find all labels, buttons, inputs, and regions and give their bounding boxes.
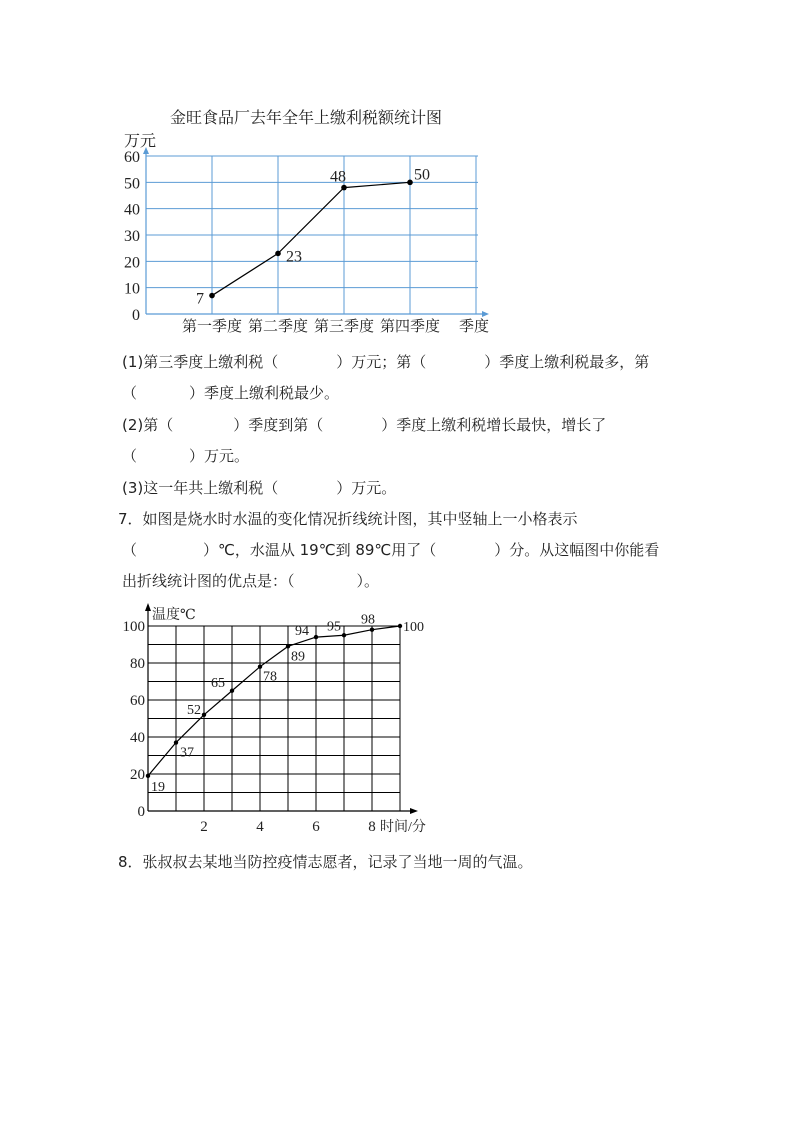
chart1-data-label: 23 — [286, 248, 302, 266]
chart1-ytick-label: 30 — [124, 228, 140, 245]
chart1-ylabel: 万元 — [124, 133, 157, 150]
chart2-svg — [0, 595, 794, 845]
chart1-data-point — [341, 185, 347, 191]
question-1-line-2 — [122, 383, 339, 403]
chart2-data-label: 52 — [187, 702, 201, 718]
q1-text-d: （ — [122, 384, 138, 402]
q7-text-b: （ — [122, 541, 138, 559]
chart1-category-label: 第一季度 — [181, 319, 243, 335]
q2-text-e: ）万元。 — [189, 447, 250, 465]
chart1-title: 金旺食品厂去年全年上缴利税额统计图 — [170, 108, 443, 127]
q1-text-b: ）万元；第（ — [336, 353, 427, 371]
chart2-data-point — [342, 633, 346, 637]
chart1-category-label: 第三季度 — [313, 319, 375, 335]
question-1-line-1 — [122, 352, 649, 372]
chart2-data-label: 65 — [211, 675, 225, 691]
chart2-data-label: 95 — [327, 619, 341, 635]
chart2-ytick-label: 20 — [130, 767, 145, 783]
question-7-line-3 — [122, 571, 379, 591]
question-2-line-1 — [122, 415, 606, 435]
chart2-data-label: 94 — [295, 624, 309, 640]
chart2-ytick-label: 40 — [130, 730, 145, 746]
chart1-data-label: 48 — [330, 168, 346, 186]
q1-text-a: (1)第三季度上缴利税（ — [122, 353, 279, 371]
q7-text-e: 出折线统计图的优点是：（ — [122, 572, 295, 590]
chart2-ytick-label: 0 — [137, 804, 145, 820]
chart1-ytick-label: 20 — [124, 254, 140, 272]
q1-text-c: ）季度上缴利税最多，第 — [484, 353, 650, 371]
chart2-ytick-label: 60 — [130, 693, 145, 709]
chart2-data-point — [174, 740, 178, 744]
chart2-xtick-label: 2 — [200, 819, 208, 835]
q1-text-e: ）季度上缴利税最少。 — [189, 384, 340, 402]
q7-text-d: ）分。从这幅图中你能看 — [494, 541, 660, 559]
q7-text-a: 7．如图是烧水时水温的变化情况折线统计图，其中竖轴上一小格表示 — [118, 510, 578, 528]
question-2-line-2 — [122, 446, 249, 466]
chart2-data-point — [314, 635, 318, 639]
chart2-data-label: 100 — [403, 620, 424, 635]
chart2-data-point — [146, 774, 150, 778]
chart2-xtick-label: 6 — [312, 819, 320, 835]
chart2-ytick-label: 80 — [130, 656, 145, 672]
chart2-data-point — [258, 665, 262, 669]
chart2-x-axis-arrow — [410, 808, 418, 814]
chart2-data-point — [230, 689, 234, 693]
q3-text-b: ）万元。 — [336, 479, 397, 497]
chart1-category-label: 第二季度 — [247, 319, 309, 335]
chart2-xlabel: 时间/分 — [380, 820, 426, 835]
q2-text-c: ）季度上缴利税增长最快，增长了 — [381, 416, 607, 434]
chart2-data-label: 19 — [151, 779, 165, 795]
chart1-data-point — [209, 293, 215, 299]
chart1-data-point — [407, 180, 413, 186]
chart2-data-point — [286, 644, 290, 648]
chart1-series-line — [212, 182, 410, 295]
chart2-xtick-label: 4 — [256, 819, 264, 835]
chart1-category-label: 第四季度 — [379, 319, 441, 335]
q7-text-c: ）℃，水温从 19℃到 89℃用了（ — [203, 541, 437, 559]
chart1-data-point — [275, 251, 281, 257]
question-7-line-2 — [122, 540, 659, 560]
chart1-ytick-label: 60 — [124, 149, 140, 166]
chart1-ytick-label: 10 — [124, 280, 140, 298]
question-8-line-1 — [118, 852, 533, 872]
chart2-data-label: 98 — [361, 612, 375, 628]
chart2-data-point — [202, 713, 206, 717]
chart1-ytick-label: 40 — [124, 201, 140, 219]
question-7-line-1 — [118, 509, 578, 529]
q2-text-b: ）季度到第（ — [233, 416, 324, 434]
chart2-ytick-label: 100 — [122, 619, 145, 635]
chart2-ylabel: 温度℃ — [152, 608, 196, 623]
question-3-line-1 — [122, 478, 396, 498]
chart2-data-label: 37 — [180, 745, 194, 761]
chart1-data-label: 50 — [414, 166, 430, 184]
q8-text: 8．张叔叔去某地当防控疫情志愿者，记录了当地一周的气温。 — [118, 853, 533, 871]
chart1-data-label: 7 — [196, 290, 204, 308]
chart2-data-point — [370, 628, 374, 632]
chart2-data-label: 89 — [291, 649, 305, 665]
q2-text-d: （ — [122, 447, 138, 465]
chart2-data-point — [398, 624, 402, 628]
chart2-data-label: 78 — [263, 669, 277, 685]
chart1-ytick-label: 0 — [132, 307, 140, 324]
q3-text-a: (3)这一年共上缴利税（ — [122, 479, 279, 497]
chart1-ytick-label: 50 — [124, 175, 140, 193]
chart1-xlabel: 季度 — [459, 319, 490, 335]
chart1-svg — [0, 0, 794, 345]
chart1-x-axis-arrow — [482, 311, 489, 317]
chart2-y-axis-arrow — [145, 603, 151, 611]
chart2-xtick-label: 8 — [368, 819, 376, 835]
q2-text-a: (2)第（ — [122, 416, 174, 434]
q7-text-f: ）。 — [356, 572, 380, 590]
